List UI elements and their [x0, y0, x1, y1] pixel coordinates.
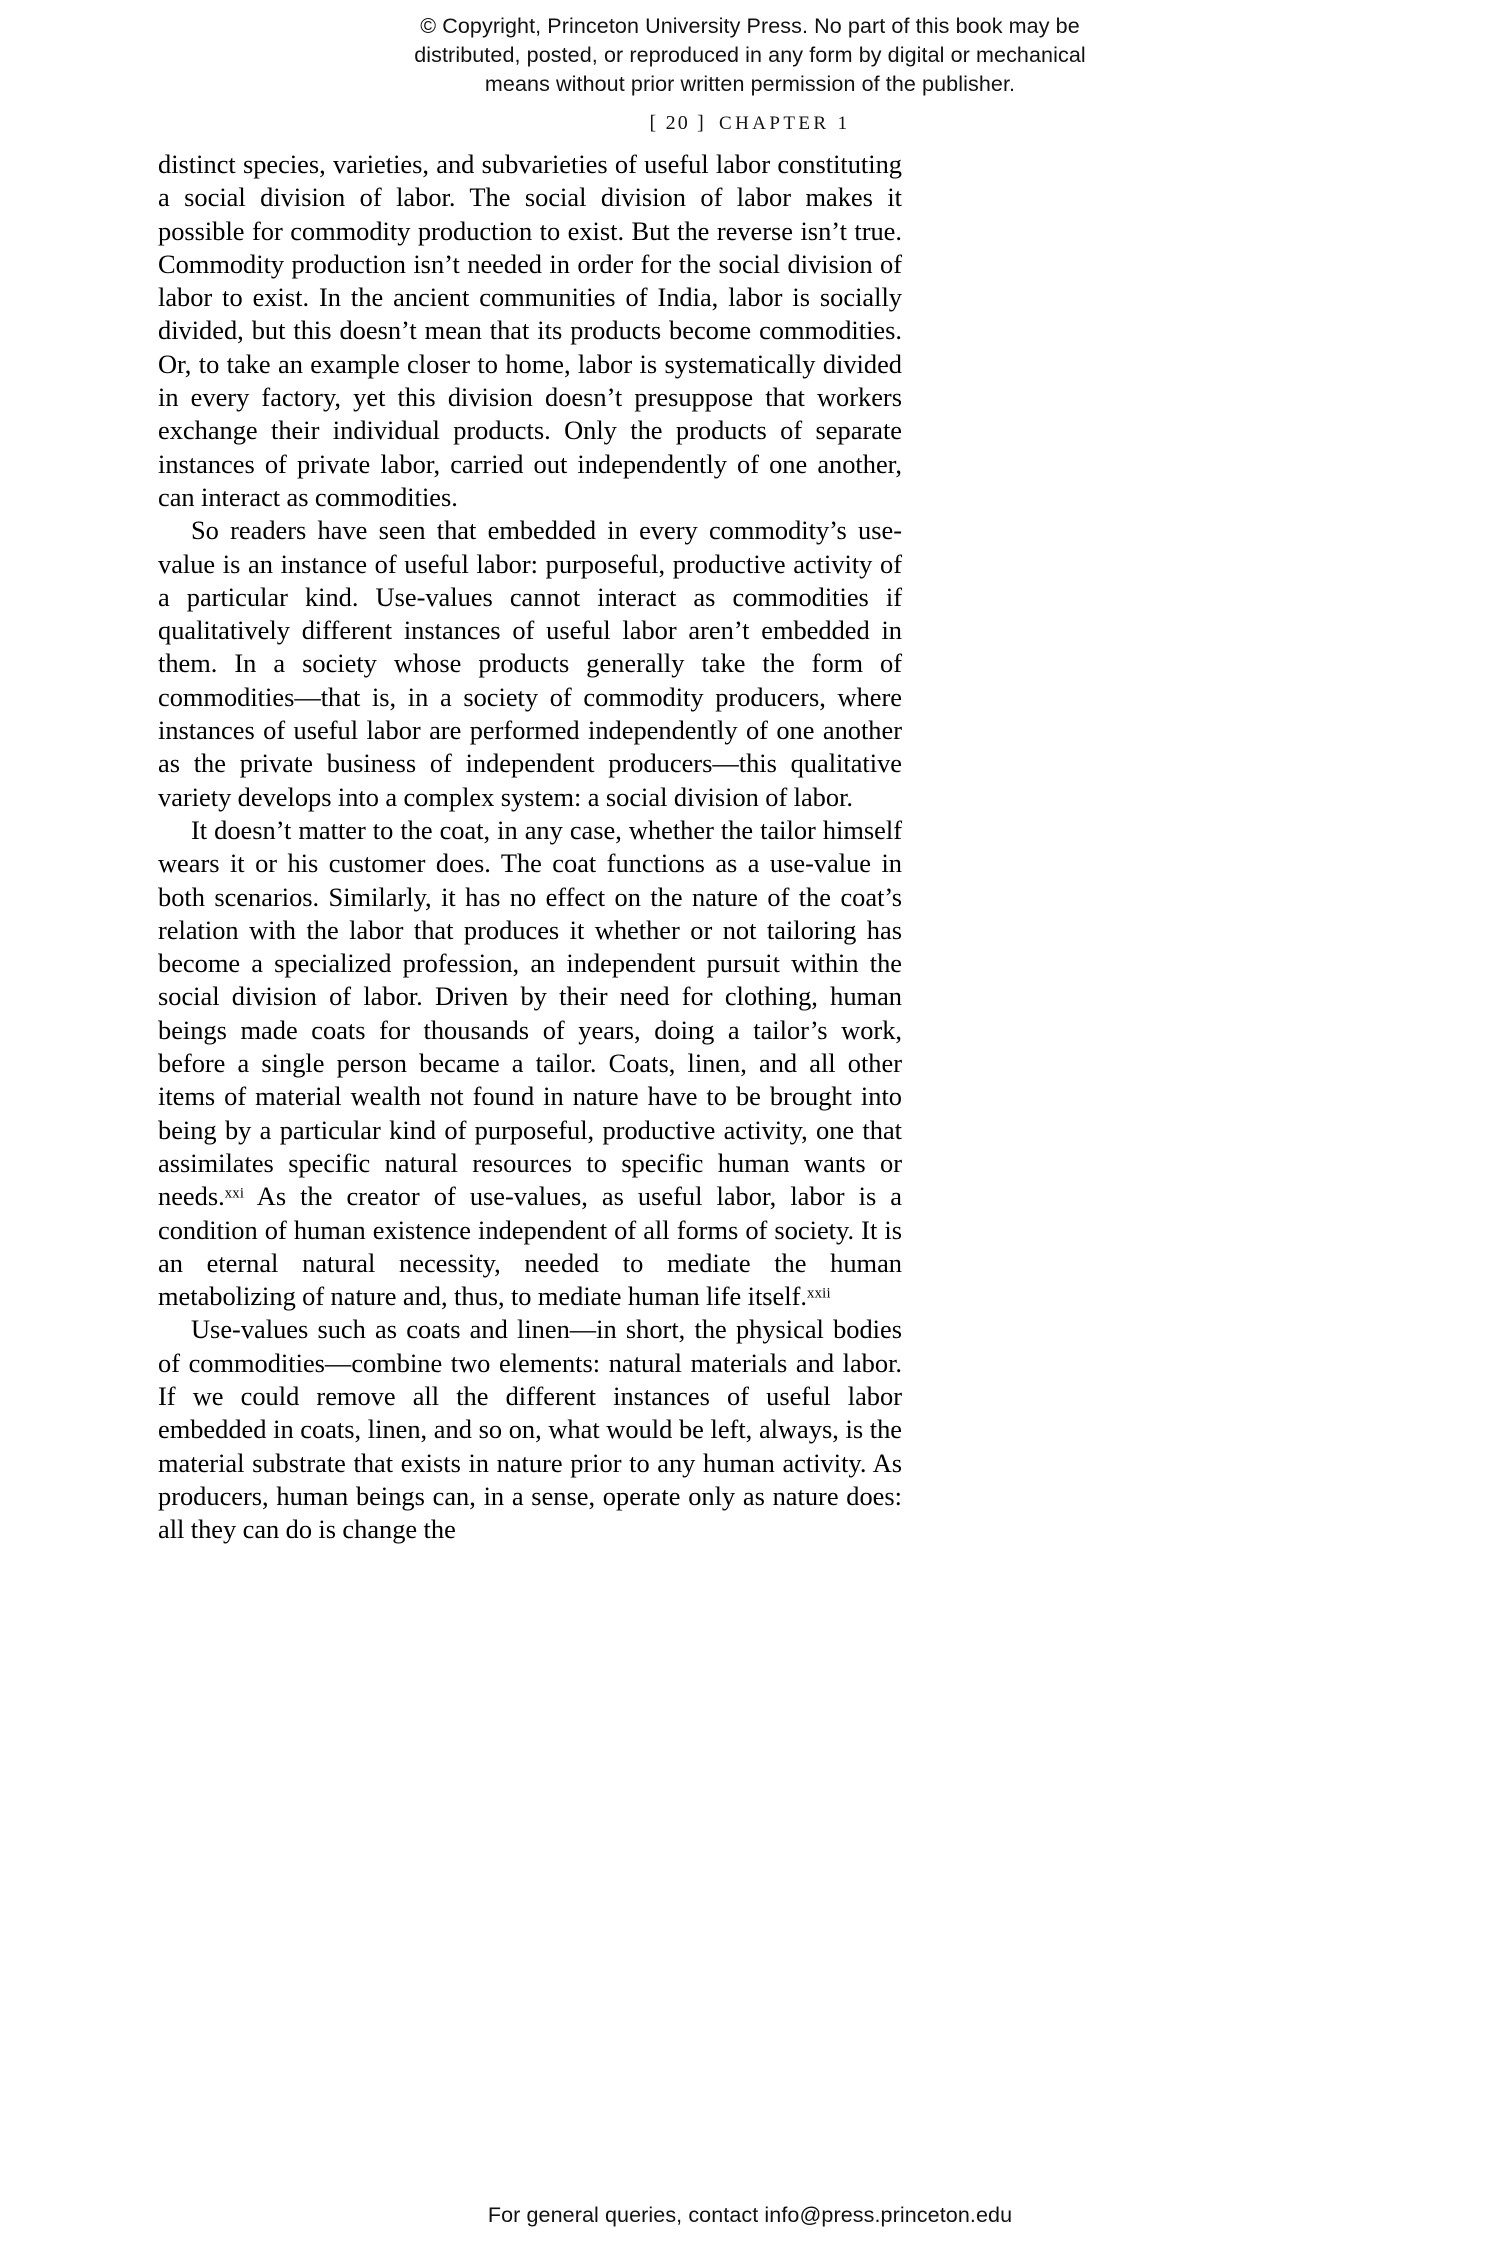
page-folio: [ 20 ] [649, 112, 707, 134]
chapter-label: CHAPTER 1 [719, 113, 851, 134]
footer-contact-note [0, 2201, 1500, 2229]
paragraph-4 [158, 1313, 902, 1546]
footer-contact-text: For general queries, contact info@press.princeton.edu [487, 2203, 1013, 2227]
copyright-notice-line-3: means without prior written permission of the publisher. [484, 72, 1016, 96]
paragraph-1-text: distinct species, varieties, and subvarieties of useful labor constituting a social division of labor. The social division of labor makes it possible for commodity production to exist. But the reverse isn’t true. Commodity production isn’t needed in order for the social division of labor to exist. In the ancient communities of India, labor is socially divided, but this doesn’t mean that its products become commodities. Or, to take an example closer to home, labor is systematically divided in every factory, yet this division doesn’t presuppose that workers exchange their individual products. Only the products of separate instances of private labor, carried out independently of one another, can interact as commodities. [158, 149, 902, 512]
copyright-notice-line-1: © Copyright, Princeton University Press. No part of this book may be [420, 14, 1080, 38]
paragraph-2 [158, 514, 902, 814]
body-text-block [158, 148, 902, 1546]
footnote-marker-xxii: xxii [806, 1285, 831, 1302]
paragraph-3 [158, 814, 902, 1313]
footnote-marker-xxi: xxi [224, 1185, 245, 1202]
paragraph-4-text: Use-values such as coats and linen—in short, the physical bodies of commodities—combine two elements: natural materials and labor. If we could remove all the different instances of useful labor embedded in coats, linen, and so on, what would be left, always, is the material substrate that exists in nature prior to any human activity. As producers, human beings can, in a sense, operate only as nature does: all they can do is change the [158, 1314, 902, 1545]
paragraph-3-text-part-1: It doesn’t matter to the coat, in any case, whether the tailor himself wears it or his customer does. The coat functions as a use-value in both scenarios. Similarly, it has no effect on the nature of the coat’s relation with the labor that produces it whether or not tailoring has become a specialized profession, an independent pursuit within the social division of labor. Driven by their need for clothing, human beings made coats for thousands of years, doing a tailor’s work, before a single person became a tailor. Coats, linen, and all other items of material wealth not found in nature have to be brought into being by a particular kind of purposeful, productive activity, one that assimilates specific natural resources to specific human wants or needs. [158, 814, 902, 1212]
paragraph-1 [158, 148, 902, 514]
copyright-notice [0, 12, 1500, 99]
copyright-notice-line-2: distributed, posted, or reproduced in any form by digital or mechanical [414, 43, 1086, 67]
running-head [0, 110, 1500, 137]
paragraph-2-text: So readers have seen that embedded in every commodity’s use-value is an instance of useful labor: purposeful, productive activity of a particular kind. Use-values cannot interact as commodities if qualitatively different instances of useful labor aren’t embedded in them. In a society whose products generally take the form of commodities—that is, in a society of commodity producers, where instances of useful labor are performed independently of one another as the private business of independent producers—this qualitative variety develops into a complex system: a social division of labor. [158, 515, 902, 812]
paragraph-3-text-part-2: As the creator of use-values, as useful labor, labor is a condition of human existence independent of all forms of society. It is an eternal natural necessity, needed to mediate the human metabolizing of nature and, thus, to mediate human life itself. [158, 1181, 902, 1312]
